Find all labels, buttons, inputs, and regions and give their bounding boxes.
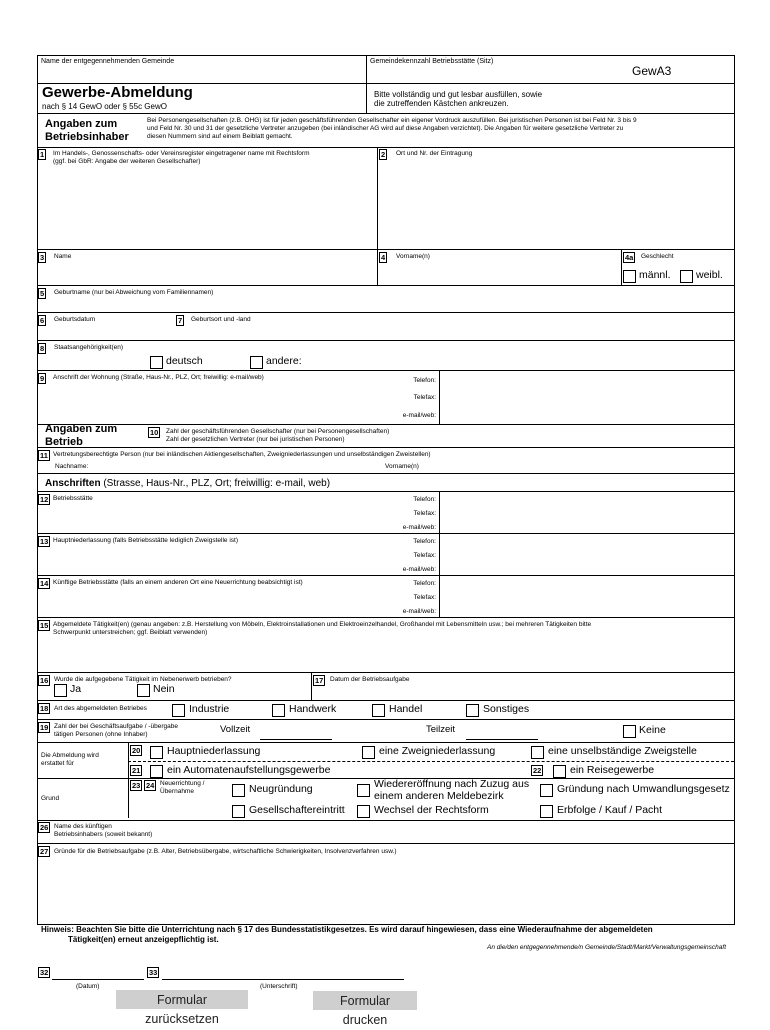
field-15-label-1: Abgemeldete Tätigkeit(en) (genau angeben: z.B. Herstellung von Möbeln, Elektroinstallationen und Elektroeinzelhandel, Großhandel mit Lebensmitteln usw.; bei mehreren Tätigkeiten bitte xyxy=(53,621,592,628)
field-19-label-2: tätigen Personen (ohne Inhaber) xyxy=(54,731,148,738)
unselbstaendige-zweigstelle-label: eine unselbständige Zweigstelle xyxy=(548,745,697,757)
field-1-input-area[interactable] xyxy=(40,168,375,246)
field-23-number: 23 xyxy=(132,781,141,790)
nachname-label: Nachname: xyxy=(55,463,89,470)
field-3-number: 3 xyxy=(40,253,45,262)
field-4-number: 4 xyxy=(381,253,386,262)
field-11-label: Vertretungsberechtigte Person (nur bei inländischen Aktiengesellschaften, Zweigniederlassungen und unselbständigen Zweistellen) xyxy=(53,451,431,458)
field-8-number: 8 xyxy=(40,344,45,353)
owner-note-line-2: und Feld Nr. 30 und 31 der gesetzliche Vertreter anzugeben (bei inländischer AG wird auf diese Angaben verzichtet). Die Angaben für weitere gesetzliche Vertreter zu xyxy=(147,125,624,132)
field-10-label-2: Zahl der gesetzlichen Vertreter (nur bei juristischen Personen) xyxy=(166,436,345,443)
field-17-label: Datum der Betriebsaufgabe xyxy=(330,676,410,683)
field-13-number: 13 xyxy=(40,537,49,546)
field-6-label: Geburtsdatum xyxy=(54,316,96,323)
field-14-number: 14 xyxy=(40,579,49,588)
hauptniederlassung-checkbox[interactable] xyxy=(150,746,163,759)
field-19-label-1: Zahl der bei Geschäftsaufgabe / -übergabe xyxy=(54,723,178,730)
field-5-label: Geburtname (nur bei Abweichung vom Familiennamen) xyxy=(54,289,214,296)
field-4a-number: 4a xyxy=(625,253,634,262)
datum-input[interactable] xyxy=(52,967,144,980)
andere-label: andere: xyxy=(266,355,302,367)
male-label: männl. xyxy=(639,269,671,281)
field-9-telefax-label: Telefax: xyxy=(413,394,436,401)
teilzeit-label: Teilzeit xyxy=(426,724,456,735)
zweigniederlassung-label: eine Zweigniederlassung xyxy=(379,745,496,757)
field-21-number: 21 xyxy=(132,766,141,775)
field-8-label: Staatsangehörigkeit(en) xyxy=(54,344,124,351)
deutsch-checkbox[interactable] xyxy=(150,356,163,369)
handel-label: Handel xyxy=(389,703,423,715)
field-15-number: 15 xyxy=(40,621,49,630)
gesellschaftereintritt-label: Gesellschaftereintritt xyxy=(249,804,345,816)
abmeldung-label-2: erstattet für xyxy=(41,760,74,767)
ja-label: Ja xyxy=(70,683,82,695)
wechsel-rechtsform-checkbox[interactable] xyxy=(357,805,370,818)
unterschrift-input[interactable] xyxy=(162,967,404,980)
grund-label: Grund xyxy=(41,795,60,802)
field-13-telefax-label: Telefax: xyxy=(413,552,436,559)
male-checkbox[interactable] xyxy=(623,270,636,283)
field-16-number: 16 xyxy=(40,676,49,685)
field-4-label: Vorname(n) xyxy=(396,253,430,260)
field-15-input-area[interactable] xyxy=(40,640,730,670)
field-5-number: 5 xyxy=(40,289,45,298)
neuerrichtung-label-1: Neuerrichtung / xyxy=(160,780,205,787)
owner-heading-1: Angaben zum xyxy=(45,118,118,130)
field-12-telefon-label: Telefon: xyxy=(413,496,436,503)
gemeinde-name-label: Name der entgegennehmenden Gemeinde xyxy=(41,58,175,65)
deutsch-label: deutsch xyxy=(166,355,203,367)
field-1-label-1: Im Handels-, Genossenschafts- oder Vereinsregister eingetragener name mit Rechtsform xyxy=(53,150,310,157)
teilzeit-input[interactable] xyxy=(466,730,538,740)
sonstiges-label: Sonstiges xyxy=(483,703,530,715)
owner-note-line-3: diesen Nummern sind auf einem Beiblatt gemacht. xyxy=(147,133,293,140)
field-26-label-1: Name des künftigen xyxy=(54,823,112,830)
abmeldung-label-1: Die Abmeldung wird xyxy=(41,752,99,759)
field-14-email-label: e-mail/web: xyxy=(402,608,436,615)
neugruendung-label: Neugründung xyxy=(249,783,313,795)
field-27-label: Gründe für die Betriebsaufgabe (z.B. Alter, Betriebsübergabe, wirtschaftliche Schwierigkeiten, Insolvenzverfahren usw.) xyxy=(54,848,397,855)
vollzeit-input[interactable] xyxy=(260,730,332,740)
field-12-telefax-label: Telefax: xyxy=(413,510,436,517)
field-27-input-area[interactable] xyxy=(40,860,730,920)
field-11-number: 11 xyxy=(40,451,48,460)
field-17-number: 17 xyxy=(315,676,324,685)
field-13-email-label: e-mail/web: xyxy=(402,566,436,573)
umwandlung-checkbox[interactable] xyxy=(540,784,553,797)
owner-note-line-1: Bei Personengesellschaften (z.B. OHG) ist für jeden geschäftsführenden Gesellschafter ein eigener Vordruck auszufüllen. Bei juristischen Personen ist bei Feld Nr. 3 bis 9 xyxy=(147,117,637,124)
field-9-email-label: e-mail/web: xyxy=(402,412,436,419)
keine-checkbox[interactable] xyxy=(623,725,636,738)
field-2-input-area[interactable] xyxy=(380,168,732,246)
field-18-label: Art des abgemeldeten Betriebes xyxy=(54,705,147,712)
an-die-gemeinde: An die/den entgegennehmende/n Gemeinde/Stadt/Markt/Verwaltungsgemeinschaft xyxy=(487,944,726,951)
anschriften-heading xyxy=(45,478,330,489)
field-33-number: 33 xyxy=(149,968,158,977)
zweigniederlassung-checkbox[interactable] xyxy=(362,746,375,759)
field-14-label: Künftige Betriebsstätte (falls an einem anderen Ort eine Neuerrichtung beabsichtigt ist) xyxy=(53,579,303,586)
field-15-label-2: Schwerpunkt unterstreichen; ggf. Beiblatt verwenden) xyxy=(53,629,208,636)
erbfolge-label: Erbfolge / Kauf / Pacht xyxy=(557,804,663,816)
keine-label: Keine xyxy=(639,724,666,736)
field-14-telefon-label: Telefon: xyxy=(413,580,436,587)
field-12-label: Betriebsstätte xyxy=(53,495,93,502)
field-2-number: 2 xyxy=(381,150,386,159)
unterschrift-label: (Unterschrift) xyxy=(260,983,298,990)
reset-form-button[interactable]: Formular zurücksetzen xyxy=(116,990,248,1009)
vorname-label: Vorname(n) xyxy=(385,463,419,470)
form-title: Gewerbe-Abmeldung xyxy=(42,84,193,101)
form-subtitle: nach § 14 GewO oder § 55c GewO xyxy=(42,102,167,111)
female-label: weibl. xyxy=(696,269,723,281)
form-code: GewA3 xyxy=(632,64,672,78)
female-checkbox[interactable] xyxy=(680,270,693,283)
handwerk-label: Handwerk xyxy=(289,703,337,715)
hinweis-line-2: Tätigkeit(en) erneut anzeigepflichtig ist. xyxy=(68,935,219,944)
field-20-number: 20 xyxy=(132,746,141,755)
print-form-button[interactable]: Formular drucken xyxy=(313,991,417,1010)
field-24-number: 24 xyxy=(146,781,155,790)
field-9-label: Anschrift der Wohnung (Straße, Haus-Nr., PLZ, Ort; freiwillig: e-mail/web) xyxy=(53,374,264,381)
hinweis-line-1: Hinweis: Beachten Sie bitte die Unterrichtung nach § 17 des Bundesstatistikgesetzes. Es wird darauf hingewiesen, dass eine Wiederaufnahme der abgemeldeten xyxy=(41,925,653,934)
instruction-line-1: Bitte vollständig und gut lesbar ausfüllen, sowie xyxy=(374,90,543,99)
field-18-number: 18 xyxy=(40,704,49,713)
field-1-label-2: (ggf. bei GbR: Angabe der weiteren Gesellschafter) xyxy=(53,158,201,165)
field-19-number: 19 xyxy=(40,723,49,732)
field-9-number: 9 xyxy=(40,374,45,383)
field-10-number: 10 xyxy=(150,428,159,437)
andere-checkbox[interactable] xyxy=(250,356,263,369)
wiedereroeffnung-checkbox[interactable] xyxy=(357,784,370,797)
field-16-label: Wurde die aufgegebene Tätigkeit im Nebenerwerb betrieben? xyxy=(54,676,232,683)
field-4a-label: Geschlecht xyxy=(641,253,674,260)
ja-checkbox[interactable] xyxy=(54,684,67,697)
hauptniederlassung-label: Hauptniederlassung xyxy=(167,745,261,757)
unselbstaendige-zweigstelle-checkbox[interactable] xyxy=(531,746,544,759)
field-22-number: 22 xyxy=(533,766,542,775)
field-26-input-area[interactable] xyxy=(150,822,730,842)
anschriften-heading-bold: Anschriften xyxy=(45,478,101,489)
automatenaufstellung-checkbox[interactable] xyxy=(150,765,163,778)
handwerk-checkbox[interactable] xyxy=(272,704,285,717)
industrie-checkbox[interactable] xyxy=(172,704,185,717)
field-14-telefax-label: Telefax: xyxy=(413,594,436,601)
umwandlung-label: Gründung nach Umwandlungsgesetz xyxy=(557,783,730,795)
field-9-telefon-label: Telefon: xyxy=(413,377,436,384)
betrieb-heading-2: Betrieb xyxy=(45,436,83,448)
industrie-label: Industrie xyxy=(189,703,230,715)
field-32-number: 32 xyxy=(40,968,49,977)
wechsel-rechtsform-label: Wechsel der Rechtsform xyxy=(374,804,489,816)
betrieb-heading-1: Angaben zum xyxy=(45,423,118,435)
handel-checkbox[interactable] xyxy=(372,704,385,717)
wiedereroeffnung-label-2: einem anderen Meldebezirk xyxy=(374,790,504,802)
field-10-label-1: Zahl der geschäftsführenden Gesellschafter (nur bei Personengesellschaften) xyxy=(166,428,390,435)
sonstiges-checkbox[interactable] xyxy=(466,704,479,717)
field-7-number: 7 xyxy=(178,316,183,325)
instruction-line-2: die zutreffenden Kästchen ankreuzen. xyxy=(374,99,509,108)
field-12-email-label: e-mail/web: xyxy=(402,524,436,531)
field-27-number: 27 xyxy=(40,847,49,856)
field-6-number: 6 xyxy=(40,316,45,325)
field-1-number: 1 xyxy=(40,150,45,159)
field-7-label: Geburtsort und -land xyxy=(191,316,251,323)
erbfolge-checkbox[interactable] xyxy=(540,805,553,818)
datum-label: (Datum) xyxy=(76,983,100,990)
nein-checkbox[interactable] xyxy=(137,684,150,697)
field-13-label: Hauptniederlassung (falls Betriebsstätte lediglich Zweigstelle ist) xyxy=(53,537,238,544)
reisegewerbe-label: ein Reisegewerbe xyxy=(570,764,655,776)
field-26-number: 26 xyxy=(40,823,49,832)
neugruendung-checkbox[interactable] xyxy=(232,784,245,797)
vollzeit-label: Vollzeit xyxy=(220,724,251,735)
field-2-label: Ort und Nr. der Eintragung xyxy=(396,150,473,157)
reisegewerbe-checkbox[interactable] xyxy=(553,765,566,778)
gesellschaftereintritt-checkbox[interactable] xyxy=(232,805,245,818)
anschriften-heading-rest: (Strasse, Haus-Nr., PLZ, Ort; freiwillig: e-mail, web) xyxy=(103,478,331,489)
wiedereroeffnung-label-1: Wiedereröffnung nach Zuzug aus xyxy=(374,778,530,790)
automatenaufstellung-label: ein Automatenaufstellungsgewerbe xyxy=(167,764,331,776)
field-26-label-2: Betriebsinhabers (soweit bekannt) xyxy=(54,831,153,838)
neuerrichtung-label-2: Übernahme xyxy=(160,788,194,795)
owner-heading-2: Betriebsinhaber xyxy=(45,131,129,143)
field-12-number: 12 xyxy=(40,495,49,504)
gemeindekennzahl-label: Gemeindekennzahl Betriebsstätte (Sitz) xyxy=(370,58,494,65)
nein-label: Nein xyxy=(153,683,175,695)
field-3-label: Name xyxy=(54,253,72,260)
field-13-telefon-label: Telefon: xyxy=(413,538,436,545)
